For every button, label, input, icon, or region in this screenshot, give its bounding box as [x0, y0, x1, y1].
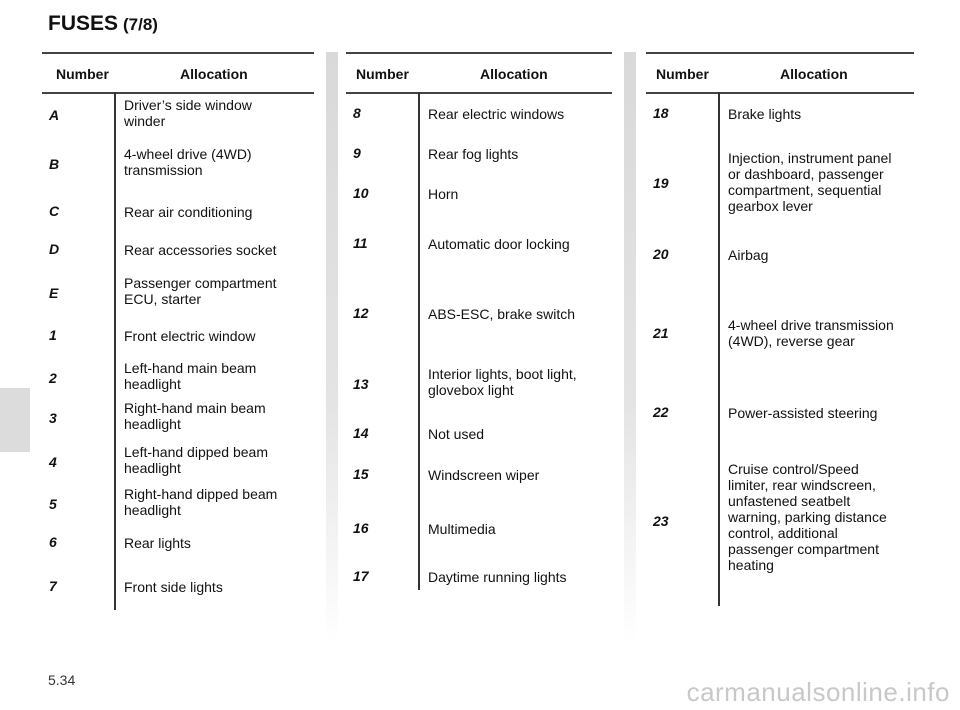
fuse-number: 20	[653, 246, 669, 262]
fuse-number: 2	[49, 370, 57, 386]
fuse-number: 14	[353, 425, 369, 441]
table-header	[42, 52, 314, 94]
watermark: carmanualsonline.info	[686, 677, 950, 707]
fuse-table-1	[42, 52, 314, 595]
fuse-number: D	[49, 241, 60, 257]
fuse-number: 4	[49, 454, 57, 470]
fuse-number: 3	[49, 410, 57, 426]
fuse-allocation: Rear fog lights	[428, 146, 519, 162]
fuse-number: 12	[353, 305, 369, 321]
fuse-allocation: Left-hand dipped beam headlight	[124, 444, 268, 476]
fuse-allocation: Automatic door locking	[428, 236, 570, 252]
fuse-number: 17	[353, 568, 369, 584]
fuse-number: 10	[353, 185, 369, 201]
fuse-table-3	[646, 52, 914, 573]
fuse-number: 1	[49, 327, 57, 343]
allocation-header: Allocation	[180, 66, 248, 82]
section-tab	[0, 388, 30, 452]
fuse-table-2	[346, 52, 612, 585]
fuse-allocation: ABS-ESC, brake switch	[428, 306, 576, 322]
fuse-number: 6	[49, 534, 57, 550]
fuse-number: 11	[353, 235, 368, 251]
fuse-number: 19	[653, 175, 669, 191]
column-rule	[718, 92, 720, 606]
column-divider	[326, 52, 338, 642]
number-header: Number	[656, 66, 709, 82]
fuse-allocation: Injection, instrument panel or dashboard, passenger compartment, sequential gearbox lever	[728, 150, 892, 214]
page-title	[48, 12, 158, 36]
fuse-allocation: Passenger compartment ECU, starter	[124, 275, 277, 307]
fuse-allocation: Brake lights	[728, 106, 802, 122]
fuse-number: 8	[353, 105, 361, 121]
table-header	[346, 52, 612, 94]
fuse-allocation: Right-hand main beam headlight	[124, 400, 266, 432]
fuse-allocation: Power-assisted steering	[728, 405, 878, 421]
fuse-number: A	[49, 107, 60, 123]
fuse-allocation: Front side lights	[124, 579, 223, 595]
allocation-header: Allocation	[780, 66, 848, 82]
page-number: 5.34	[48, 672, 76, 688]
column-divider	[624, 52, 636, 642]
fuse-number: 16	[353, 520, 369, 536]
fuse-allocation: Multimedia	[428, 521, 496, 537]
fuse-allocation: Horn	[428, 186, 459, 202]
fuse-allocation: 4-wheel drive transmission (4WD), reverse gear	[728, 317, 894, 349]
fuse-number: 5	[49, 496, 57, 512]
fuse-allocation: Daytime running lights	[428, 569, 567, 585]
fuse-allocation: Rear air conditioning	[124, 204, 253, 220]
fuse-number: 21	[653, 325, 669, 341]
fuse-allocation: Rear accessories socket	[124, 242, 277, 258]
fuse-number: 18	[653, 105, 669, 121]
table-header	[646, 52, 914, 94]
column-rule	[114, 92, 116, 610]
fuse-number: 7	[49, 578, 57, 594]
fuse-number: C	[49, 203, 60, 219]
number-header: Number	[56, 66, 109, 82]
fuse-allocation: Airbag	[728, 247, 769, 263]
fuse-number: 23	[653, 513, 669, 529]
fuse-allocation: Driver’s side window winder	[124, 97, 252, 129]
fuse-allocation: Rear electric windows	[428, 106, 565, 122]
fuse-allocation: Front electric window	[124, 328, 256, 344]
column-rule	[418, 92, 420, 590]
fuse-number: 9	[353, 145, 361, 161]
number-header: Number	[356, 66, 409, 82]
fuse-allocation: Interior lights, boot light, glovebox light	[428, 366, 577, 398]
fuse-number: 15	[353, 466, 369, 482]
fuse-number: E	[49, 285, 59, 301]
fuse-allocation: Cruise control/Speed limiter, rear windscreen, unfastened seatbelt warning, parking distance control, additional passenger compartment heating	[728, 461, 887, 573]
fuse-number: B	[49, 156, 60, 172]
fuse-allocation: Rear lights	[124, 535, 191, 551]
title-text: FUSES	[48, 12, 119, 35]
fuse-allocation: Windscreen wiper	[428, 467, 540, 483]
fuse-allocation: Left-hand main beam headlight	[124, 360, 257, 392]
title-suffix: (7/8)	[123, 15, 158, 34]
fuse-allocation: Right-hand dipped beam headlight	[124, 486, 278, 518]
fuse-number: 22	[653, 404, 669, 420]
allocation-header: Allocation	[480, 66, 548, 82]
fuse-number: 13	[353, 376, 369, 392]
fuse-allocation: 4-wheel drive (4WD) transmission	[124, 146, 252, 178]
fuse-allocation: Not used	[428, 426, 485, 442]
